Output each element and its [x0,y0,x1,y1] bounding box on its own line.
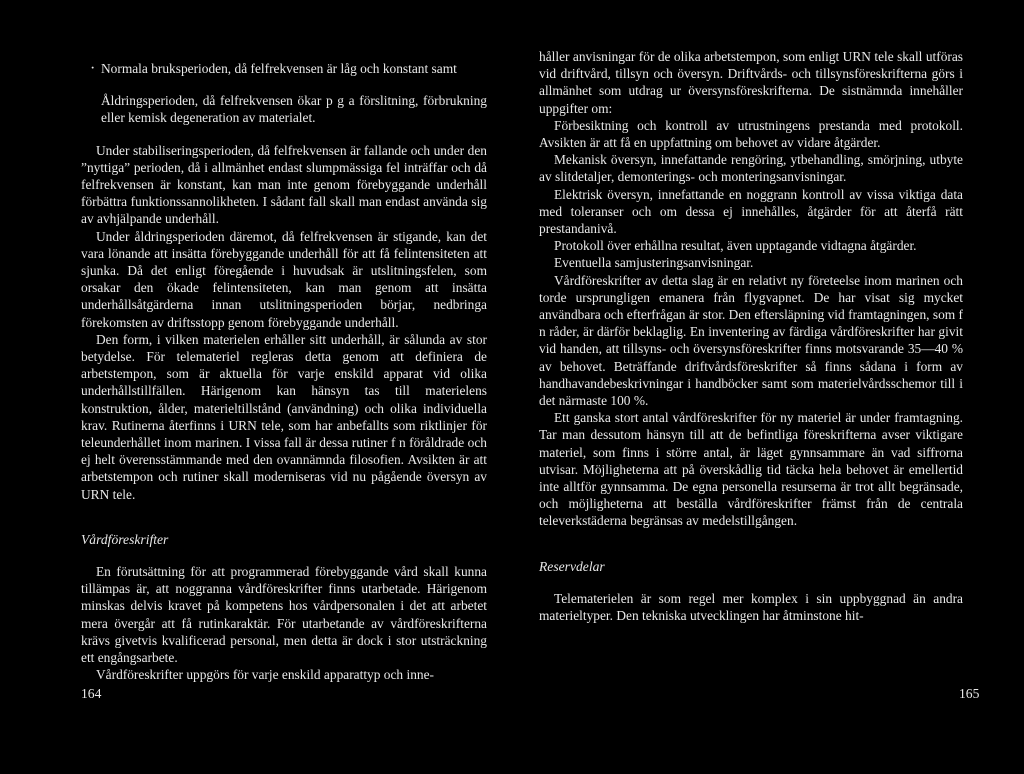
paragraph: Eventuella samjusteringsanvisningar. [554,255,754,271]
paragraph: Under åldringsperioden däremot, då felfrekvensen är stigande, kan det vara lönande att insätta förebyggande underhåll för att få felintensiteten att sjunka. Då det enligt föregående i huvudsak är utslitningsfelen, som orsakar den ökade felintensiteten, kan man genom att insätta underhållsåtgärderna innan utslitningsperioden börjar, nedbringa förekomsten av driftsstopp genom förebyggande underhåll. [81,228,487,330]
list-item [81,92,487,126]
paragraph: Den form, i vilken materielen erhåller sitt underhåll, är sålunda av stor betydelse. För telemateriel regleras detta genom att definiera de arbetstempon, som är aktuella för varje enskild apparat vid olika underhållstillfällen. Härigenom kan hänsyn tas till materielens konstruktion, ålder, materieltillstånd (användning) och olika individuella krav. Rutinerna återfinns i URN tele, som har anbefallts som riktlinjer för teleunderhållet inom marinen. I vissa fall är dessa rutiner f n föråldrade och ej helt överensstämmande med den ovannämnda filosofien. Avsikten är att arbetstempon och rutiner skall moderniseras vid nu pågående översyn av URN tele. [81,331,487,502]
page-number: 165 [959,686,980,701]
right-page [512,0,1024,774]
paragraph: håller anvisningar för de olika arbetstempon, som enligt URN tele skall utföras vid driftvård, tillsyn och översyn. Driftvårds- och tillsynsföreskrifterna görs i allmänhet som utdrag ur översynsföreskrifterna. De sistnämnda innehåller uppgifter om: [539,49,963,116]
section-heading: Vårdföreskrifter [81,531,169,547]
paragraph: Mekanisk översyn, innefattande rengöring, ytbehandling, smörjning, utbyte av slitdetaljer, demonterings- och monteringsanvisningar. [539,152,963,185]
paragraph: Vårdföreskrifter uppgörs för varje enskild apparattyp och inne- [96,667,434,683]
paragraph: Telematerielen är som regel mer komplex i sin uppbyggnad än andra materieltyper. Den tekniska utvecklingen har åtminstone hit- [539,590,963,624]
paragraph: Ett ganska stort antal vårdföreskrifter för ny materiel är under framtagning. Tar man dessutom hänsyn till att de befintliga föreskrifterna avser viktigare materiel, som finns i större antal, är läget gynnsammare än vad siffrorna utvisar. Möjligheterna att på överskådlig tid täcka hela behovet är emellertid inte alltför gynnsamma. De egna personella resurserna är trot allt begränsade, och möjligheterna att beställa vårdföreskrifter främst från de centrala televerkstäderna begränsas av medelstillgången. [539,410,963,529]
section-heading: Reservdelar [539,558,605,574]
bullet-text: Normala bruksperioden, då felfrekvensen är låg och konstant samt [101,61,457,76]
bullet-mark: · [90,60,96,77]
paragraph: Under stabiliseringsperioden, då felfrekvensen är fallande och under den ”nyttiga” perioden, då i allmänhet endast slumpmässiga fel inträffar och då felfrekvensen är konstant, kan man inte genom förebyggande underhåll förbättra funktionssannolikheten. I sådant fall skall man endast använda sig av avhjälpande underhåll. [81,142,487,227]
bullet-text: Åldringsperioden, då felfrekvensen ökar p g a förslitning, förbrukning eller kemisk degeneration av materialet. [101,93,487,126]
list-item [81,60,487,77]
paragraph: Vårdföreskrifter av detta slag är en relativt ny företeelse inom marinen och torde ursprungligen emanera från flygvapnet. De har visat sig mycket användbara och efterfrågan är stor. Den eftersläpning vid framtagningen, som f n råder, är därför beklaglig. En inventering av färdiga vårdföreskrifter har givit vid handen, att tillsyns- och översynsföreskrifter finns motsvarande 35—40 % av behovet. Beträffande driftvårdsföreskrifter så finns sådana i form av handhavandebeskrivningar i handböcker samt som materielvårdsschemor till i det närmaste 100 %. [539,272,963,409]
page-number: 164 [81,686,102,701]
paragraph: Elektrisk översyn, innefattande en noggrann kontroll av vissa viktiga data med toleranser och om dessa ej innehålles, åtgärder för att återfå rätt prestandanivå. [539,186,963,237]
right-text-column [539,48,963,624]
paragraph: Protokoll över erhållna resultat, även upptagande vidtagna åtgärder. [554,238,917,254]
paragraph: En förutsättning för att programmerad förebyggande vård skall kunna tillämpas är, att noggranna vårdföreskrifter finns utarbetade. Härigenom minskas delvis kravet på kompetens hos vårdpersonalen i det att arbetet mera övergår att få rutinkaraktär. För utarbetande av vårdföreskrifterna krävs givetvis kvalificerad personal, men detta är dock i stor utsträckning ett engångsarbete. [81,564,487,666]
left-text-column [81,60,487,684]
paragraph: Förbesiktning och kontroll av utrustningens prestanda med protokoll. Avsikten är att få en uppfattning om behovet av vidare åtgärder. [539,117,963,151]
